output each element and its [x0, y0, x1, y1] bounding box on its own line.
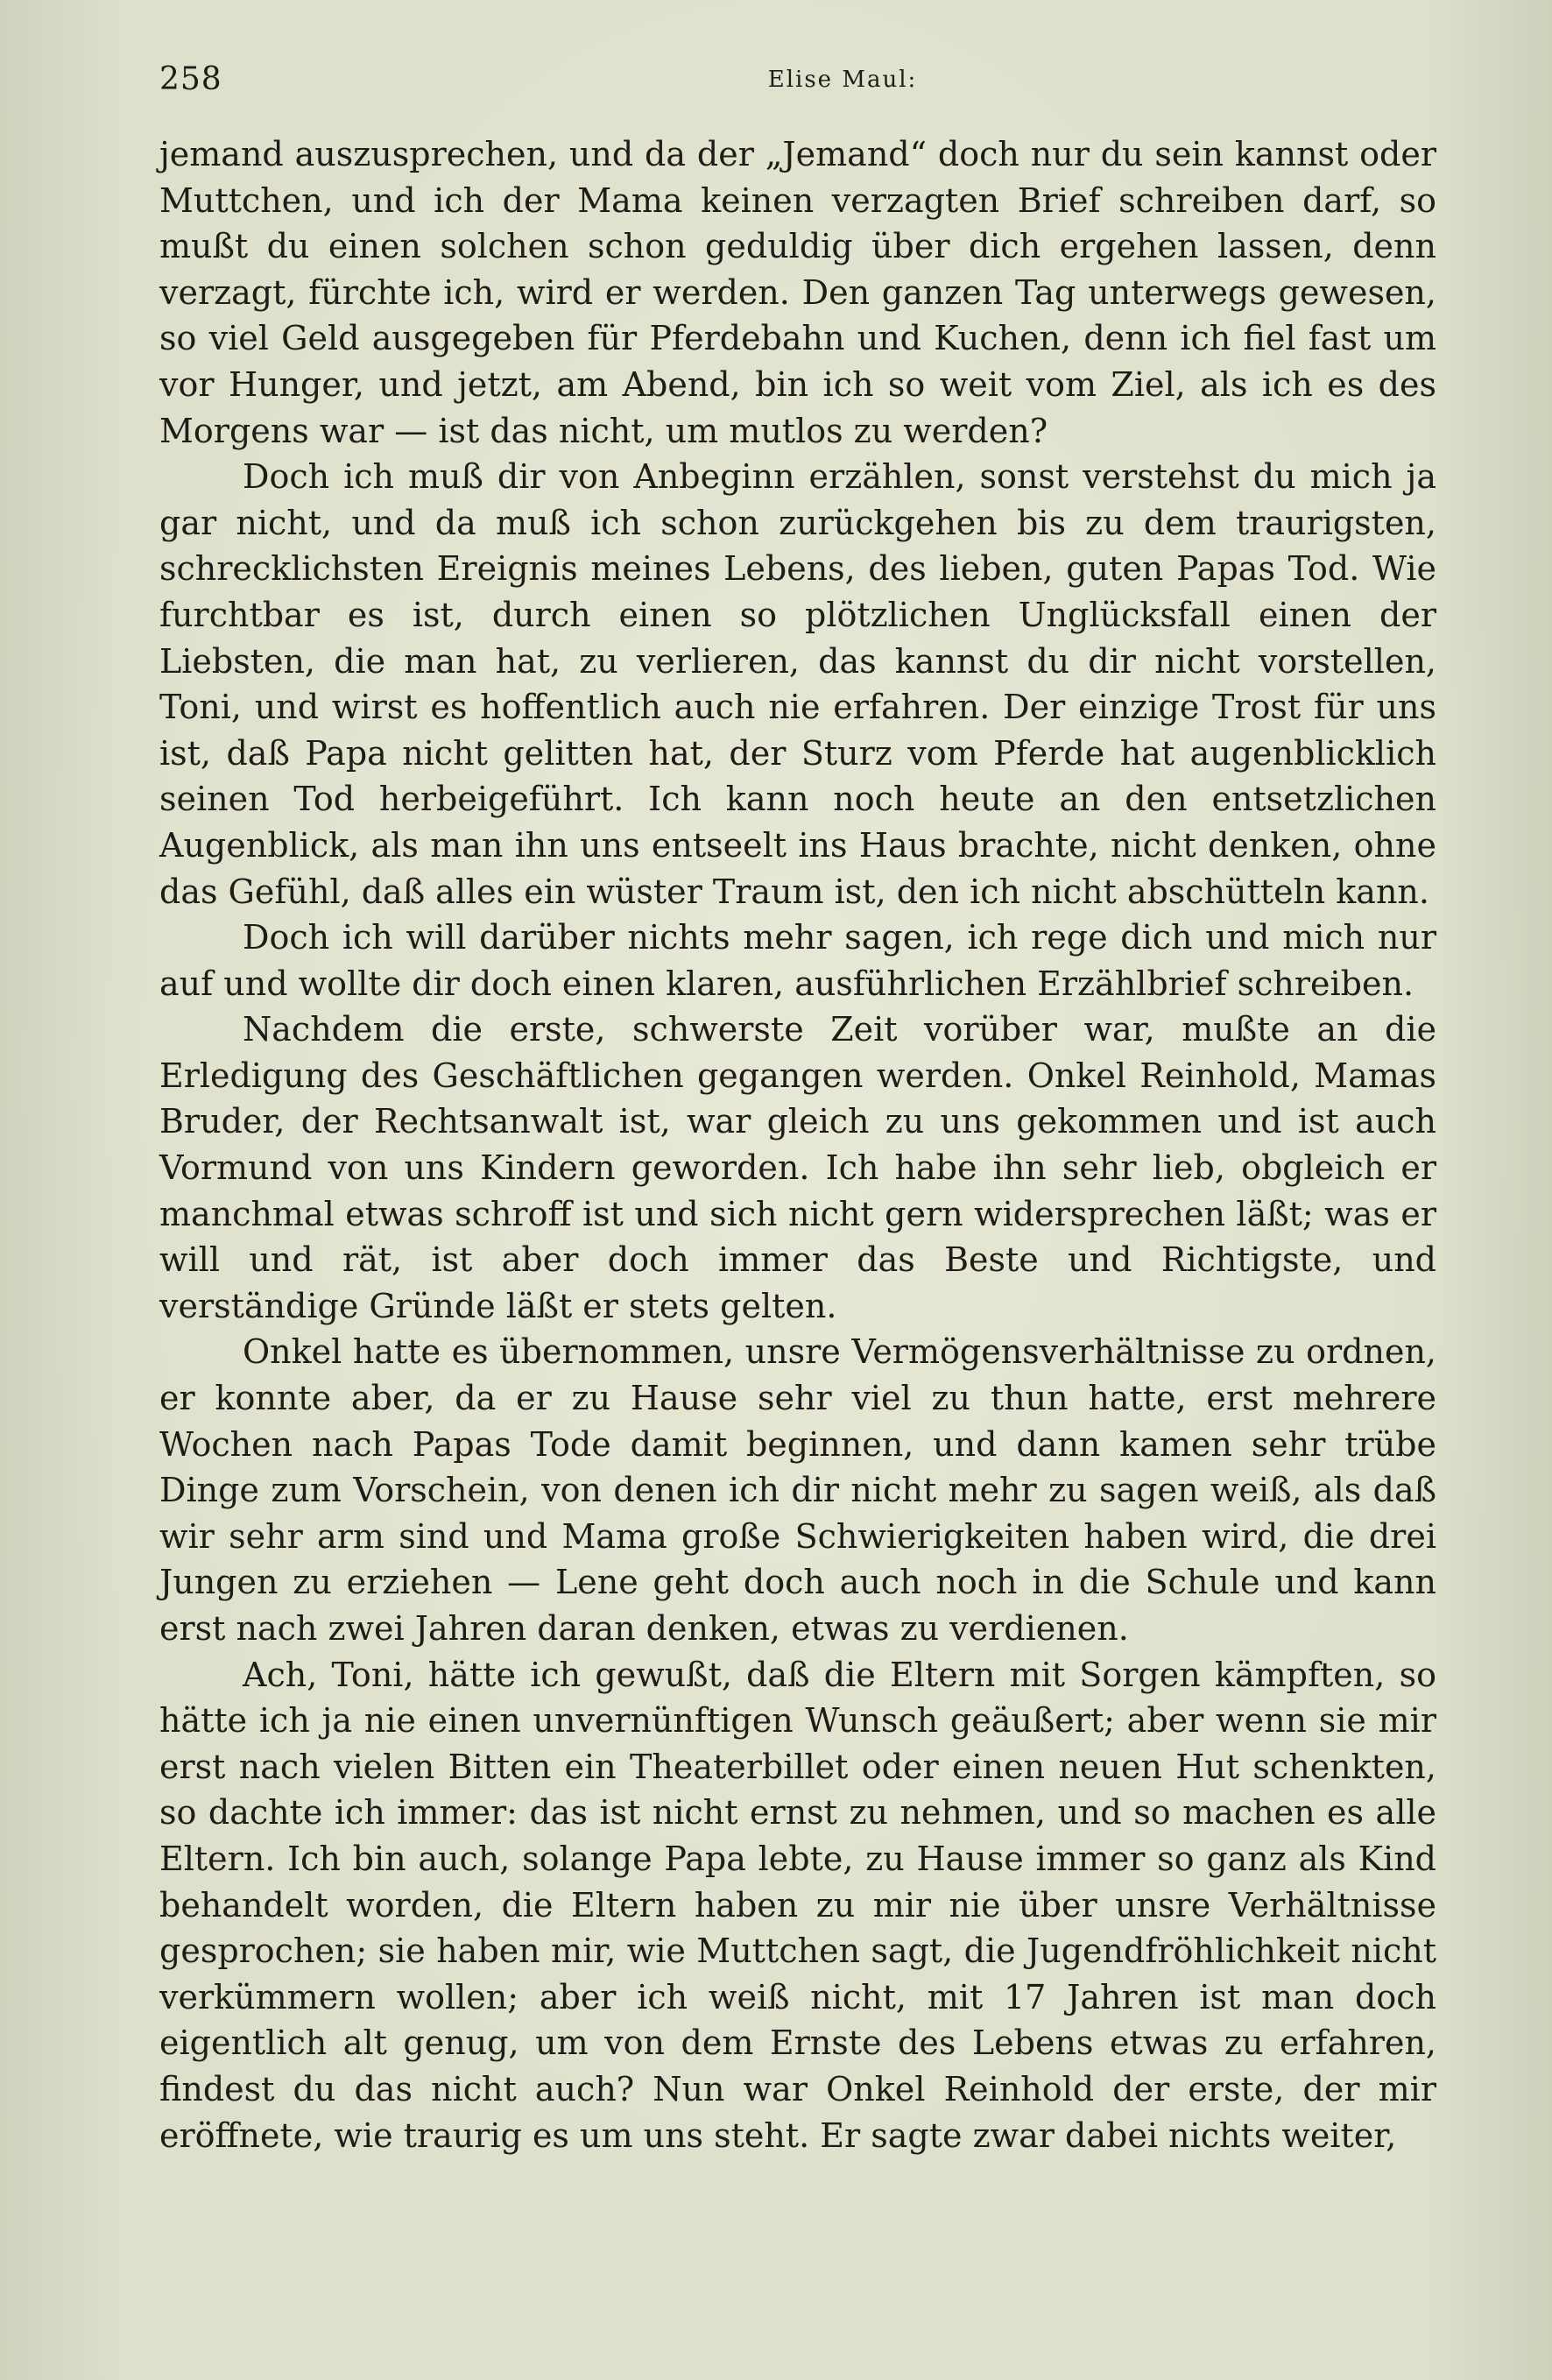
- paragraph: Ach, Toni, hätte ich gewußt, daß die Eltern mit Sorgen kämpften, so hätte ich ja nie einen unvernünftigen Wunsch geäußert; aber wenn sie mir erst nach vielen Bitten ein Theaterbillet oder einen neuen Hut schenkten, so dachte ich immer: das ist nicht ernst zu nehmen, und so machen es alle Eltern. Ich bin auch, solange Papa lebte, zu Hause immer so ganz als Kind behandelt worden, die Eltern haben zu mir nie über unsre Verhältnisse gesprochen; sie haben mir, wie Muttchen sagt, die Jugendfröhlichkeit nicht verkümmern wollen; aber ich weiß nicht, mit 17 Jahren ist man doch eigentlich alt genug, um von dem Ernste des Lebens etwas zu erfahren, findest du das nicht auch? Nun war Onkel Reinhold der erste, der mir eröffnete, wie traurig es um uns steht. Er sagte zwar dabei nichts weiter,: [159, 1655, 1436, 2155]
- paragraph: Nachdem die erste, schwerste Zeit vorüber war, mußte an die Erledigung des Geschäftlichen gegangen werden. Onkel Reinhold, Mamas Bruder, der Rechtsanwalt ist, war gleich zu uns gekommen und ist auch Vormund von uns Kindern geworden. Ich habe ihn sehr lieb, obgleich er manchmal etwas schroff ist und sich nicht gern widersprechen läßt; was er will und rät, ist aber doch immer das Beste und Richtigste, und verständige Gründe läßt er stets gelten.: [159, 1010, 1436, 1325]
- paragraph: jemand auszusprechen, und da der „Jemand“ doch nur du sein kannst oder Muttchen, und ich der Mama keinen verzagten Brief schreiben darf, so mußt du einen solchen schon geduldig über dich ergehen lassen, denn verzagt, fürchte ich, wird er werden. Den ganzen Tag unterwegs gewesen, so viel Geld ausgegeben für Pferdebahn und Kuchen, denn ich fiel fast um vor Hunger, und jetzt, am Abend, bin ich so weit vom Ziel, als ich es des Morgens war — ist das nicht, um mutlos zu werden?: [159, 135, 1436, 450]
- paragraph: Doch ich muß dir von Anbeginn erzählen, sonst verstehst du mich ja gar nicht, und da muß ich schon zurückgehen bis zu dem traurigsten, schrecklichsten Ereignis meines Lebens, des lieben, guten Papas Tod. Wie furchtbar es ist, durch einen so plötzlichen Unglücksfall einen der Liebsten, die man hat, zu verlieren, das kannst du dir nicht vorstellen, Toni, und wirst es hoffentlich auch nie erfahren. Der einzige Trost für uns ist, daß Papa nicht gelitten hat, der Sturz vom Pferde hat augenblicklich seinen Tod herbeigeführt. Ich kann noch heute an den entsetzlichen Augenblick, als man ihn uns entseelt ins Haus brachte, nicht denken, ohne das Gefühl, daß alles ein wüster Traum ist, den ich nicht abschütteln kann.: [159, 457, 1436, 911]
- paragraph: Doch ich will darüber nichts mehr sagen, ich rege dich und mich nur auf und wollte dir doch einen klaren, ausführlichen Erzählbrief schreiben.: [159, 918, 1436, 1003]
- page-number: 258: [159, 61, 222, 97]
- page-header: [159, 61, 1421, 114]
- running-head: Elise Maul:: [767, 67, 918, 93]
- body-text: [159, 131, 1436, 2158]
- paragraph: Onkel hatte es übernommen, unsre Vermögensverhältnisse zu ordnen, er konnte aber, da er zu Hause sehr viel zu thun hatte, erst mehrere Wochen nach Papas Tode damit beginnen, und dann kamen sehr trübe Dinge zum Vorschein, von denen ich dir nicht mehr zu sagen weiß, als daß wir sehr arm sind und Mama große Schwierigkeiten haben wird, die drei Jungen zu erziehen — Lene geht doch auch noch in die Schule und kann erst nach zwei Jahren daran denken, etwas zu verdienen.: [159, 1332, 1436, 1648]
